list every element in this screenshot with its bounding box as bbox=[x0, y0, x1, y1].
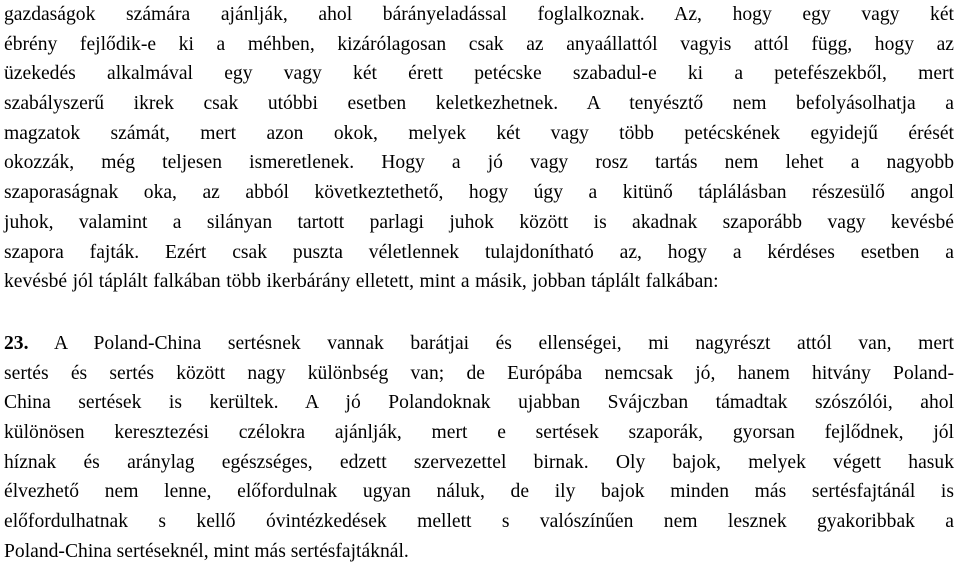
section-number: 23. bbox=[4, 332, 29, 354]
text-line: China sertések is kerültek. A jó Polandoknak ujabban Svájczban támadtak szószólói, ahol bbox=[4, 392, 954, 414]
text-line: Poland-China sertéseknél, mint más sertésfajtáknál. bbox=[4, 540, 409, 562]
text-line: üzekedés alkalmával egy vagy két érett petécske szabadul-e ki a petefészekből, mert bbox=[4, 63, 954, 85]
text-line: szaporaságnak oka, az abból következtethető, hogy úgy a kitünő táplálásban részesülő angol bbox=[4, 182, 954, 204]
text-line: kevésbé jól táplált falkában több ikerbárány elletett, mint a másik, jobban táplált falkában: bbox=[4, 271, 719, 293]
text-line: gazdaságok számára ajánlják, ahol bárányeladással foglalkoznak. Az, hogy egy vagy két bbox=[4, 4, 954, 25]
text-line: szapora fajták. Ezért csak puszta véletlennek tulajdonítható az, hogy a kérdéses esetben a bbox=[4, 241, 954, 263]
paragraph-poland-china bbox=[4, 329, 954, 566]
text-line: élvezhető nem lenne, előfordulnak ugyan náluk, de ily bajok minden más sertésfajtánál is bbox=[4, 481, 954, 503]
paragraph-gap bbox=[4, 297, 954, 329]
text-line: okozzák, még teljesen ismeretlenek. Hogy a jó vagy rosz tartás nem lehet a nagyobb bbox=[4, 152, 954, 174]
text-line: szabályszerű ikrek csak utóbbi esetben keletkezhetnek. A tenyésztő nem befolyásolhatja a bbox=[4, 93, 954, 115]
document-page bbox=[4, 0, 954, 566]
text-line: magzatok számát, mert azon okok, melyek két vagy több petécskének egyidejű érését bbox=[4, 122, 954, 144]
text-line: ébrény fejlődik-e ki a méhben, kizárólagosan csak az anyaállattól vagyis attól függ, hogy az bbox=[4, 33, 954, 55]
paragraph-sheep-twins bbox=[4, 0, 954, 297]
text-line: különösen keresztezési czélokra ajánlják, mert e sertések szaporák, gyorsan fejlődnek, jól bbox=[4, 421, 954, 443]
text-line: juhok, valamint a silányan tartott parlagi juhok között is akadnak szaporább vagy kevésbé bbox=[4, 211, 954, 233]
text-line: híznak és aránylag egészséges, edzett szervezettel birnak. Oly bajok, melyek végett hasuk bbox=[4, 451, 954, 473]
text-line: sertés és sertés között nagy különbség van; de Európába nemcsak jó, hanem hitvány Poland- bbox=[4, 362, 954, 384]
text-line bbox=[4, 329, 954, 359]
text-line-rest: A Poland-China sertésnek vannak barátjai és ellenségei, mi nagyrészt attól van, mert bbox=[28, 332, 954, 354]
text-line: előfordulhatnak s kellő óvintézkedések mellett s valószínűen nem lesznek gyakoribbak a bbox=[4, 511, 954, 532]
